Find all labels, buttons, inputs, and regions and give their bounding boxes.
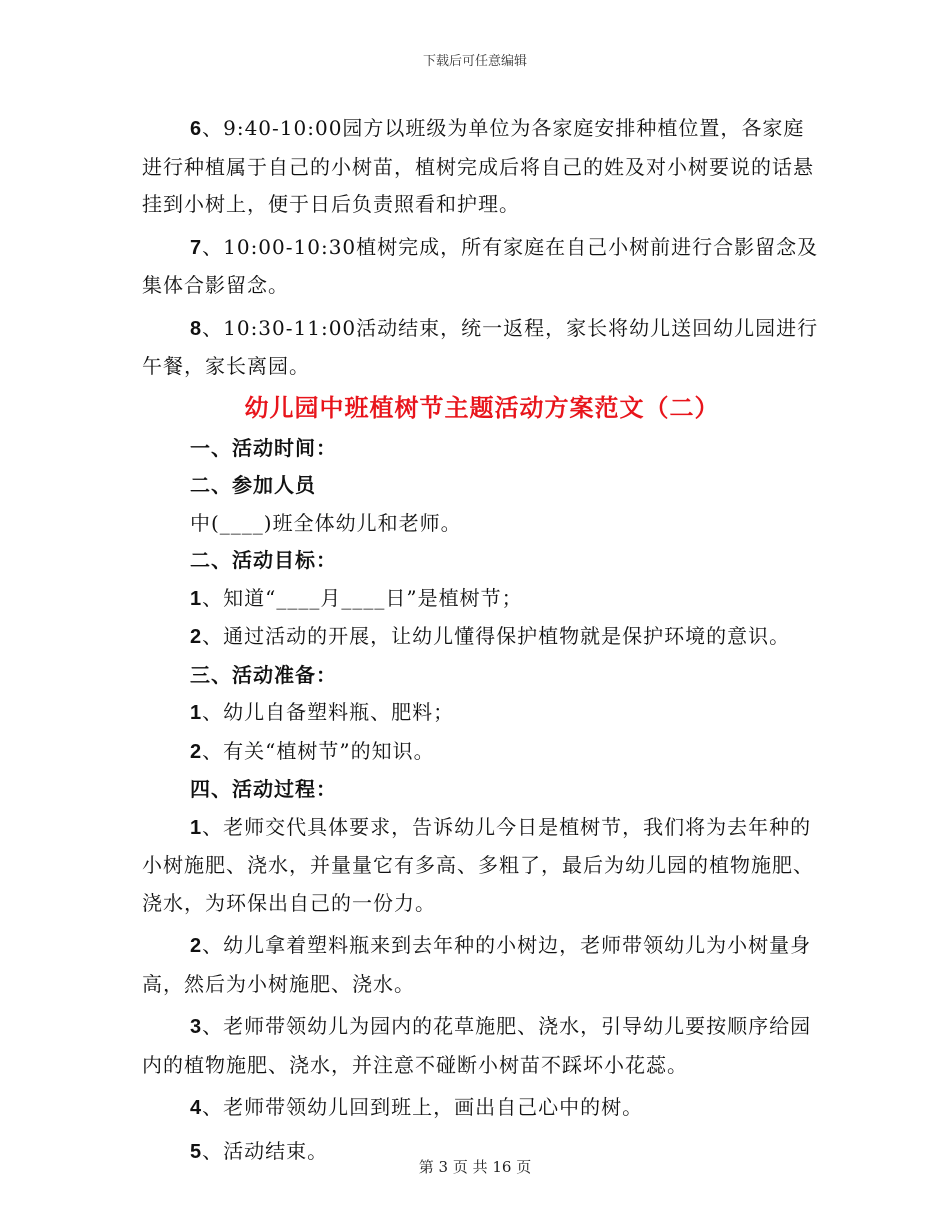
step-number: 6 (190, 118, 203, 140)
step-number: 8 (190, 317, 203, 340)
heading-goals: 二、活动目标： (190, 548, 337, 572)
process-text: 、老师带领幼儿为园内的花草施肥、浇水，引导幼儿要按顺序给园内的植物施肥、浇水，并注意不碰断小树苗不踩坏小花蕊。 (142, 1014, 812, 1077)
step-text: 、10:00-10:30植树完成，所有家庭在自己小树前进行合影留念及集体合影留念。 (142, 234, 819, 297)
prep-item (142, 733, 822, 772)
heading-participants: 二、参加人员 (190, 473, 316, 497)
participants-text: 中(____)班全体幼儿和老师。 (190, 510, 462, 535)
process-item (142, 1089, 822, 1128)
prep-number: 2 (190, 740, 203, 763)
section-title: 幼儿园中班植树节主题活动方案范文（二） (244, 393, 720, 422)
heading-activity-time: 一、活动时间： (190, 435, 337, 460)
process-number: 5 (190, 1140, 203, 1163)
process-text: 、活动结束。 (202, 1138, 329, 1163)
goal-item (142, 618, 822, 657)
prep-number: 1 (190, 702, 203, 724)
process-item (142, 1008, 822, 1084)
heading-preparation: 三、活动准备： (190, 662, 337, 687)
step-text: 、9:40-10:00园方以班级为单位为各家庭安排种植位置，各家庭进行种植属于自己的小树苗，植树完成后将自己的姓及对小树要说的话悬挂到小树上，便于日后负责照看和护理。 (142, 116, 814, 216)
process-number: 3 (190, 1016, 203, 1038)
process-text: 、老师带领幼儿回到班上，画出自己心中的树。 (202, 1095, 644, 1119)
paragraph-step-8 (142, 310, 822, 386)
process-text: 、幼儿拿着塑料瓶来到去年种的小树边，老师带领幼儿为小树量身高，然后为小树施肥、浇水。 (142, 933, 812, 996)
process-number: 1 (190, 816, 203, 839)
step-number: 7 (190, 236, 203, 259)
page-header: 下载后可任意编辑 (422, 54, 527, 69)
paragraph-step-6 (142, 110, 822, 224)
step-text: 、10:30-11:00活动结束，统一返程，家长将幼儿送回幼儿园进行午餐，家长离园。 (142, 315, 819, 378)
goal-number: 2 (190, 626, 203, 648)
process-text: 、老师交代具体要求，告诉幼儿今日是植树节，我们将为去年种的小树施肥、浇水，并量量它有多高、多粗了，最后为幼儿园的植物施肥、浇水，为环保出自己的一份力。 (142, 814, 814, 915)
goal-number: 1 (190, 587, 203, 610)
prep-text: 、有关“植树节”的知识。 (202, 738, 435, 763)
process-item (142, 809, 822, 923)
process-number: 2 (190, 935, 203, 957)
goal-item (142, 580, 822, 619)
process-number: 4 (190, 1097, 203, 1119)
prep-item (142, 694, 822, 733)
page-footer: 第 3 页 共 16 页 (418, 1158, 532, 1176)
paragraph-step-7 (142, 229, 822, 305)
process-item (142, 927, 822, 1003)
goal-text: 、知道“____月____日”是植树节； (202, 585, 523, 610)
prep-text: 、幼儿自备塑料瓶、肥料； (202, 700, 455, 724)
goal-text: 、通过活动的开展，让幼儿懂得保护植物就是保护环境的意识。 (202, 624, 791, 648)
document-body (142, 110, 822, 1171)
heading-process: 四、活动过程： (190, 777, 337, 801)
